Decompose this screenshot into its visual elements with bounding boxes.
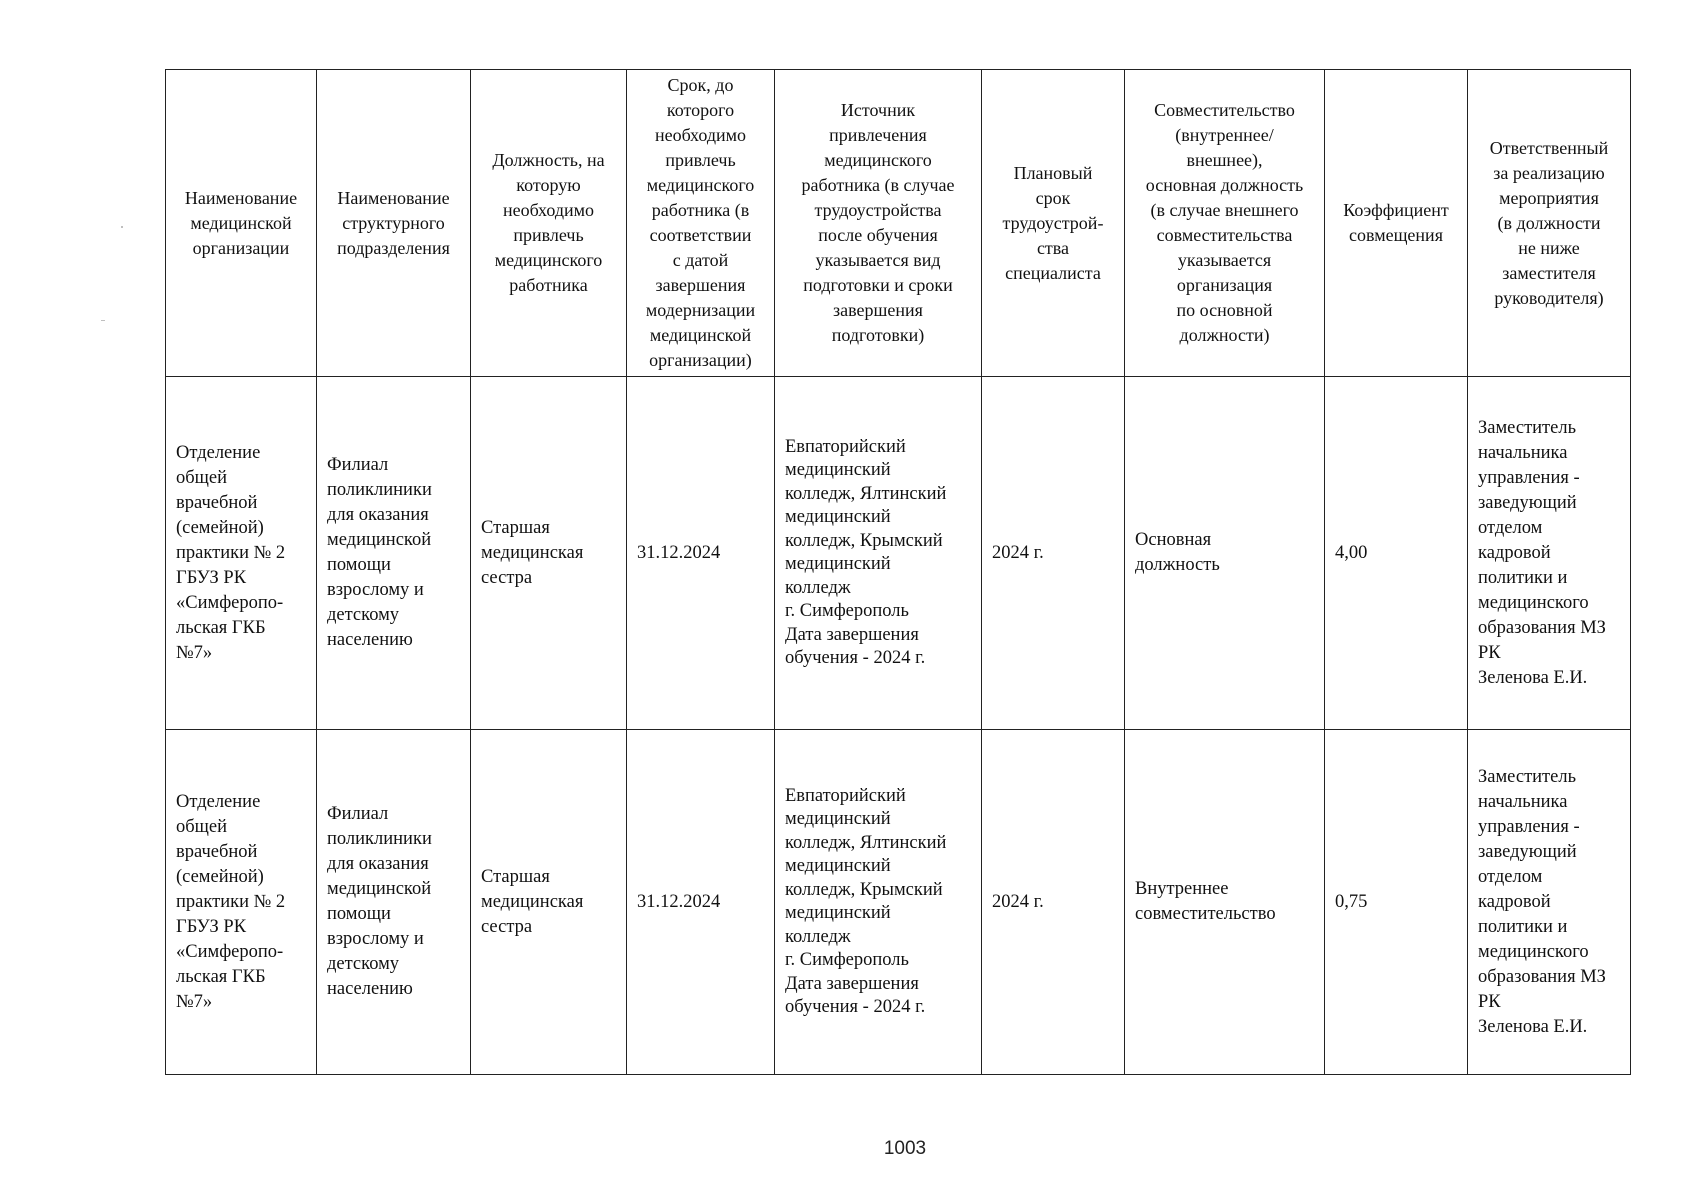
header-organization: Наименование медицинской организации [166,70,317,377]
header-combination: Совместительство (внутреннее/ внешнее), основная должность (в случае внешнего совместительства указывается организация по основной должности) [1125,70,1325,377]
scan-artifact [121,226,123,228]
scan-artifact [101,320,105,321]
table-row [166,377,1631,730]
table-header-row [166,70,1631,377]
cell-combination: Внутреннее совместительство [1125,730,1325,1075]
cell-deadline: 31.12.2024 [627,730,775,1075]
cell-organization: Отделение общей врачебной (семейной) практики № 2 ГБУЗ РК «Симферопо- льская ГКБ №7» [166,730,317,1075]
table-row [166,730,1631,1075]
header-coefficient: Коэффициент совмещения [1325,70,1468,377]
page-number: 1003 [883,1138,927,1159]
header-deadline: Срок, до которого необходимо привлечь медицинского работника (в соответствии с датой завершения модернизации медицинской организации) [627,70,775,377]
cell-subdivision: Филиал поликлиники для оказания медицинской помощи взрослому и детскому населению [317,377,471,730]
cell-coefficient: 0,75 [1325,730,1468,1075]
cell-coefficient: 4,00 [1325,377,1468,730]
cell-combination: Основная должность [1125,377,1325,730]
header-source: Источник привлечения медицинского работника (в случае трудоустройства после обучения указывается вид подготовки и сроки завершения подготовки) [775,70,982,377]
cell-planned-term: 2024 г. [982,730,1125,1075]
cell-responsible: Заместитель начальника управления - заведующий отделом кадровой политики и медицинского образования МЗ РК Зеленова Е.И. [1468,377,1631,730]
staffing-table [165,69,1631,1075]
cell-responsible: Заместитель начальника управления - заведующий отделом кадровой политики и медицинского образования МЗ РК Зеленова Е.И. [1468,730,1631,1075]
header-position: Должность, на которую необходимо привлечь медицинского работника [471,70,627,377]
cell-deadline: 31.12.2024 [627,377,775,730]
cell-organization: Отделение общей врачебной (семейной) практики № 2 ГБУЗ РК «Симферопо- льская ГКБ №7» [166,377,317,730]
cell-planned-term: 2024 г. [982,377,1125,730]
cell-source: Евпаторийский медицинский колледж, Ялтинский медицинский колледж, Крымский медицинский колледж г. Симферополь Дата завершения обучения - 2024 г. [775,377,982,730]
cell-source: Евпаторийский медицинский колледж, Ялтинский медицинский колледж, Крымский медицинский колледж г. Симферополь Дата завершения обучения - 2024 г. [775,730,982,1075]
header-subdivision: Наименование структурного подразделения [317,70,471,377]
cell-subdivision: Филиал поликлиники для оказания медицинской помощи взрослому и детскому населению [317,730,471,1075]
cell-position: Старшая медицинская сестра [471,730,627,1075]
cell-position: Старшая медицинская сестра [471,377,627,730]
header-planned-term: Плановый срок трудоустрой- ства специалиста [982,70,1125,377]
header-responsible: Ответственный за реализацию мероприятия (в должности не ниже заместителя руководителя) [1468,70,1631,377]
